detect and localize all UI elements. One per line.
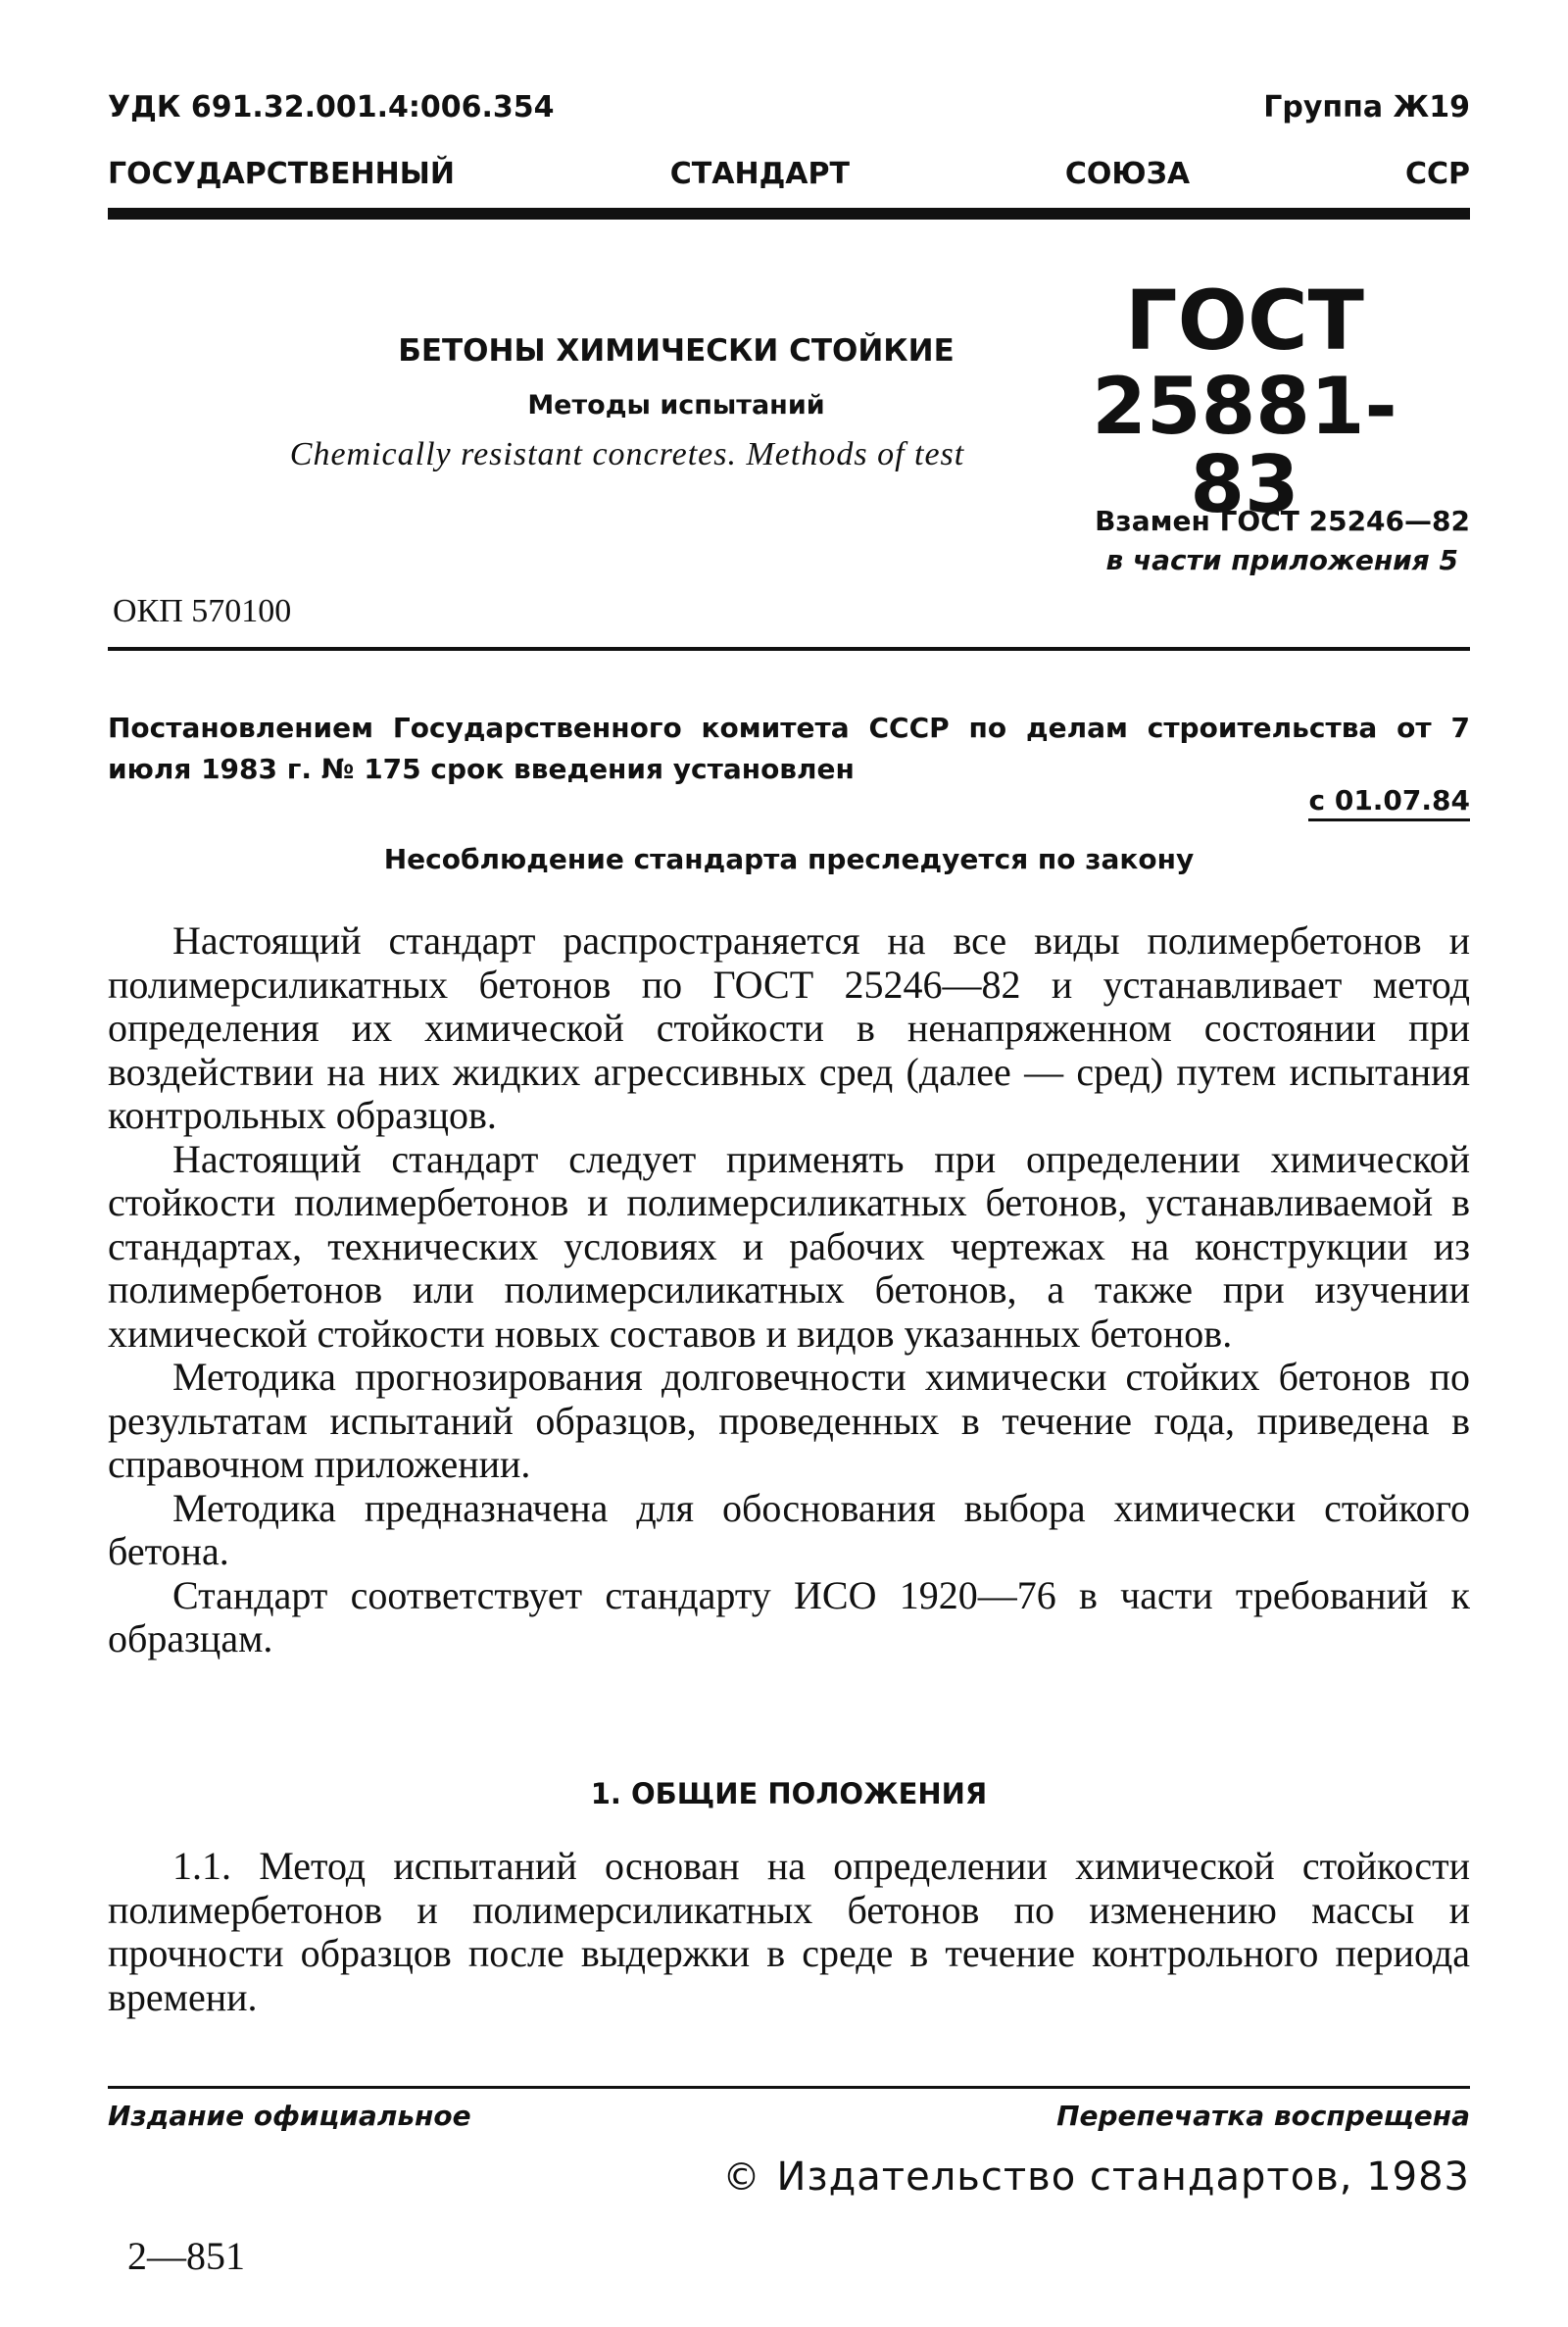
banner-word-3: СОЮЗА bbox=[1064, 157, 1191, 191]
udk-code: УДК 691.32.001.4:006.354 bbox=[108, 90, 555, 124]
section-paragraph: 1.1. Метод испытаний основан на определении химической стойкости полимербетонов и полимерсиликатных бетонов по изменению массы и прочности образцов после выдержки в среде в течение контрольного периода времени. bbox=[108, 1844, 1470, 2019]
edition-label: Издание официальное bbox=[108, 2100, 471, 2132]
gost-label: ГОСТ bbox=[1125, 272, 1364, 369]
section-text bbox=[108, 1845, 1470, 2019]
state-standard-banner bbox=[108, 157, 1470, 191]
law-notice: Несоблюдение стандарта преследуется по закону bbox=[383, 843, 1195, 875]
group-code: Группа Ж19 bbox=[1263, 90, 1470, 124]
banner-word-4: ССР bbox=[1404, 157, 1470, 191]
header-rule bbox=[108, 208, 1470, 220]
decree-text: Постановлением Государственного комитета СССР по делам строительства от 7 июля 1983 г. № 175 срок введения установлен bbox=[108, 712, 1470, 785]
section-heading: 1. ОБЩИЕ ПОЛОЖЕНИЯ bbox=[590, 1777, 988, 1810]
copyright-line bbox=[722, 2154, 1470, 2200]
intro-paragraph-2: Настоящий стандарт следует применять при определении химической стойкости полимербетонов и полимерсиликатных бетонов, устанавливаемой в стандартах, технических условиях и рабочих чертежах на конструкции из полимербетонов или полимерсиликатных бетонов, а также при изучении химической стойкости новых составов и видов указанных бетонов. bbox=[108, 1136, 1470, 1356]
title-block-rule bbox=[108, 647, 1470, 651]
banner-word-2: СТАНДАРТ bbox=[669, 157, 850, 191]
publisher: Издательство стандартов, 1983 bbox=[776, 2154, 1470, 2200]
intro-text bbox=[108, 919, 1470, 1661]
footer-rule bbox=[108, 2086, 1470, 2089]
reprint-notice: Перепечатка воспрещена bbox=[1056, 2100, 1470, 2132]
effective-date: с 01.07.84 bbox=[1308, 784, 1470, 821]
replaces-line-1: Взамен ГОСТ 25246—82 bbox=[1095, 505, 1470, 537]
english-title: Chemically resistant concretes. Methods of test bbox=[289, 436, 965, 472]
intro-paragraph-3: Методика прогнозирования долговечности химически стойких бетонов по результатам испытаний образцов, проведенных в течение года, приведена в справочном приложении. bbox=[108, 1355, 1470, 1486]
gost-number: 25881-83 bbox=[1092, 361, 1397, 530]
document-title: БЕТОНЫ ХИМИЧЕСКИ СТОЙКИЕ bbox=[398, 333, 955, 369]
copyright-symbol: © bbox=[722, 2155, 761, 2199]
okp-code: ОКП 570100 bbox=[113, 593, 292, 629]
banner-word-1: ГОСУДАРСТВЕННЫЙ bbox=[108, 157, 455, 191]
intro-paragraph-4: Методика предназначена для обоснования выбора химически стойкого бетона. bbox=[108, 1485, 1470, 1573]
intro-paragraph-1: Настоящий стандарт распространяется на все виды полимербетонов и полимерсиликатных бетонов по ГОСТ 25246—82 и устанавливает метод определения их химической стойкости в ненапряженном состоянии при воздействии на них жидких агрессивных сред (далее — сред) путем испытания контрольных образцов. bbox=[108, 918, 1470, 1137]
document-subtitle: Методы испытаний bbox=[527, 390, 825, 421]
page-code: 2—851 bbox=[127, 2234, 245, 2278]
replaces-line-2: в части приложения 5 bbox=[1105, 544, 1458, 576]
intro-paragraph-5: Стандарт соответствует стандарту ИСО 1920—76 в части требований к образцам. bbox=[108, 1572, 1470, 1660]
